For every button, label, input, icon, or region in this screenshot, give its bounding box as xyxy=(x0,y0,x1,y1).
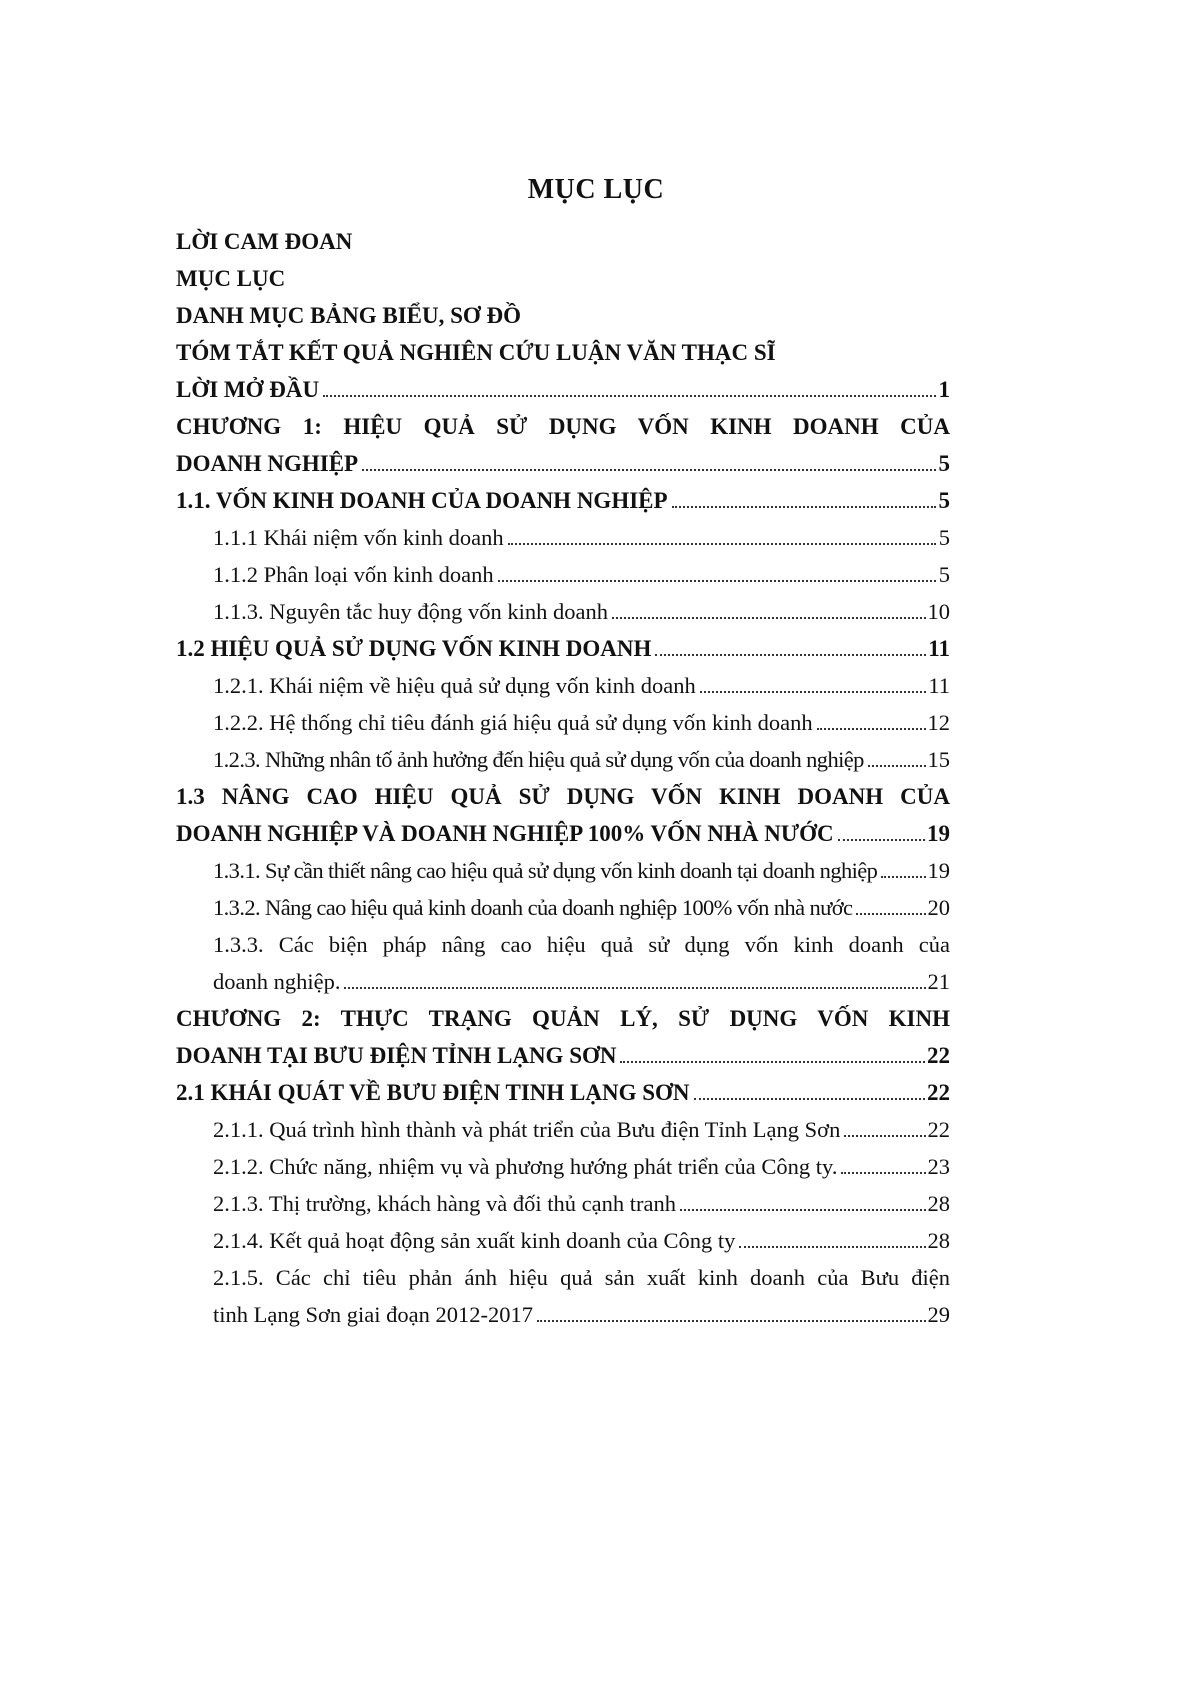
toc-page-number: 22 xyxy=(927,1080,950,1105)
toc-entry-text: LỜI CAM ĐOAN xyxy=(176,229,353,254)
toc-entry-text: 1.3.1. Sự cần thiết nâng cao hiệu quả sử dụng vốn kinh doanh tại doanh nghiệp xyxy=(213,858,878,883)
dot-leader xyxy=(620,1060,925,1063)
toc-entry[interactable] xyxy=(176,368,950,405)
toc-entry[interactable] xyxy=(213,923,950,960)
toc-page-number: 5 xyxy=(938,488,950,513)
dot-leader xyxy=(868,764,926,767)
toc-page-number: 22 xyxy=(927,1117,950,1142)
dot-leader xyxy=(694,1097,925,1100)
toc-entry[interactable] xyxy=(213,1219,950,1256)
dot-leader xyxy=(344,986,925,989)
dot-leader xyxy=(508,542,936,545)
toc-entry[interactable] xyxy=(213,590,950,627)
toc-entry[interactable] xyxy=(176,257,950,294)
toc-entry-text: DOANH NGHIỆP xyxy=(176,451,359,476)
toc-page-number: 5 xyxy=(938,525,950,550)
toc-entry-text: 2.1.4. Kết quả hoạt động sản xuất kinh doanh của Công ty xyxy=(213,1228,736,1253)
toc-entry[interactable] xyxy=(213,886,950,923)
toc-entry-text: CHƯƠNG 2: THỰC TRẠNG QUẢN LÝ, SỬ DỤNG VỐN KINH xyxy=(176,1006,950,1031)
toc-entry[interactable] xyxy=(176,812,950,849)
toc-entry-text: LỜI MỞ ĐẦU xyxy=(176,377,320,402)
dot-leader xyxy=(672,505,936,508)
toc-page-number: 12 xyxy=(927,710,950,735)
toc-entry-text: 1.1.1 Khái niệm vốn kinh doanh xyxy=(213,525,504,550)
toc-page-number: 28 xyxy=(927,1228,950,1253)
toc-entry-text: 2.1.2. Chức năng, nhiệm vụ và phương hướng phát triển của Công ty. xyxy=(213,1154,838,1179)
dot-leader xyxy=(841,1171,925,1174)
toc-entry[interactable] xyxy=(213,849,950,886)
toc-entry-text: 1.2 HIỆU QUẢ SỬ DỤNG VỐN KINH DOANH xyxy=(176,636,652,661)
toc-page-number: 22 xyxy=(927,1043,950,1068)
toc-entry-text: 2.1.1. Quá trình hình thành và phát triển của Bưu điện Tỉnh Lạng Sơn xyxy=(213,1117,841,1142)
dot-leader xyxy=(739,1245,925,1248)
toc-entry[interactable] xyxy=(176,775,950,812)
toc-entry[interactable] xyxy=(176,627,950,664)
toc-entry-text: doanh nghiệp. xyxy=(213,969,341,994)
toc-page-number: 20 xyxy=(927,895,950,920)
toc-page-number: 11 xyxy=(928,636,950,661)
toc-entry-text: DOANH NGHIỆP VÀ DOANH NGHIỆP 100% VỐN NHÀ NƯỚC xyxy=(176,821,834,846)
toc-entry[interactable] xyxy=(213,1182,950,1219)
dot-leader xyxy=(537,1319,926,1322)
toc-entry[interactable] xyxy=(176,294,950,331)
toc-page-number: 21 xyxy=(927,969,950,994)
toc-page-number: 19 xyxy=(927,821,950,846)
toc-page-number: 10 xyxy=(927,599,950,624)
toc-entry-text: DANH MỤC BẢNG BIỂU, SƠ ĐỒ xyxy=(176,303,522,328)
toc-page-number: 29 xyxy=(927,1302,950,1327)
toc-entry-text: 2.1.5. Các chỉ tiêu phản ánh hiệu quả sản xuất kinh doanh của Bưu điện xyxy=(213,1265,950,1290)
dot-leader xyxy=(323,394,936,397)
dot-leader xyxy=(881,875,925,878)
toc-entry[interactable] xyxy=(176,1071,950,1108)
toc-entry-text: 2.1 KHÁI QUÁT VỀ BƯU ĐIỆN TINH LẠNG SƠN xyxy=(176,1080,690,1105)
toc-page-number: 28 xyxy=(927,1191,950,1216)
toc-entry-text: 1.3.3. Các biện pháp nâng cao hiệu quả sử dụng vốn kinh doanh của xyxy=(213,932,950,957)
toc-page-number: 5 xyxy=(938,451,950,476)
toc-entry-text: 2.1.3. Thị trường, khách hàng và đối thủ cạnh tranh xyxy=(213,1191,676,1216)
toc-entry[interactable] xyxy=(213,1145,950,1182)
dot-leader xyxy=(856,912,925,915)
toc-entry[interactable] xyxy=(176,997,950,1034)
dot-leader xyxy=(817,727,926,730)
toc-page-number: 23 xyxy=(927,1154,950,1179)
toc-page-number: 11 xyxy=(928,673,950,698)
toc-entry-text: tinh Lạng Sơn giai đoạn 2012-2017 xyxy=(213,1302,533,1327)
toc-entry-text: MỤC LỤC xyxy=(176,266,286,291)
dot-leader xyxy=(655,653,926,656)
toc-entry[interactable] xyxy=(176,1034,950,1071)
toc-entry-text: DOANH TẠI BƯU ĐIỆN TỈNH LẠNG SƠN xyxy=(176,1043,617,1068)
toc-entry[interactable] xyxy=(213,516,950,553)
dot-leader xyxy=(844,1134,925,1137)
toc-entry-text: CHƯƠNG 1: HIỆU QUẢ SỬ DỤNG VỐN KINH DOANH CỦA xyxy=(176,414,950,439)
toc-entry[interactable] xyxy=(213,1293,950,1330)
dot-leader xyxy=(838,838,925,841)
toc-entry[interactable] xyxy=(213,553,950,590)
toc-entry[interactable] xyxy=(213,664,950,701)
dot-leader xyxy=(362,468,936,471)
toc-entry[interactable] xyxy=(213,701,950,738)
dot-leader xyxy=(680,1208,926,1211)
toc-entry-text: 1.1.2 Phân loại vốn kinh doanh xyxy=(213,562,494,587)
toc-entry-text: 1.2.2. Hệ thống chỉ tiêu đánh giá hiệu quả sử dụng vốn kinh doanh xyxy=(213,710,813,735)
toc-entry-text: 1.1.3. Nguyên tắc huy động vốn kinh doanh xyxy=(213,599,608,624)
toc-page-number: 15 xyxy=(927,747,950,772)
toc-page-number: 19 xyxy=(927,858,950,883)
toc-entry-text: TÓM TẮT KẾT QUẢ NGHIÊN CỨU LUẬN VĂN THẠC SĨ xyxy=(176,340,776,365)
toc-page-number: 1 xyxy=(938,377,950,402)
toc-entry-text: 1.3.2. Nâng cao hiệu quả kinh doanh của doanh nghiệp 100% vốn nhà nước xyxy=(213,895,853,920)
toc-entry-text: 1.2.1. Khái niệm về hiệu quả sử dụng vốn kinh doanh xyxy=(213,673,696,698)
toc-entry[interactable] xyxy=(176,442,950,479)
toc-entry-text: 1.1. VỐN KINH DOANH CỦA DOANH NGHIỆP xyxy=(176,488,668,513)
toc-entry-text: 1.2.3. Những nhân tố ảnh hưởng đến hiệu quả sử dụng vốn của doanh nghiệp xyxy=(213,747,864,772)
toc-entry[interactable] xyxy=(213,738,950,775)
dot-leader xyxy=(700,690,927,693)
dot-leader xyxy=(612,616,926,619)
toc-entry-text: 1.3 NÂNG CAO HIỆU QUẢ SỬ DỤNG VỐN KINH DOANH CỦA xyxy=(176,784,950,809)
toc-page-number: 5 xyxy=(938,562,950,587)
toc-entry[interactable] xyxy=(176,479,950,516)
toc-entry[interactable] xyxy=(176,405,950,442)
toc-entry[interactable] xyxy=(176,220,950,257)
toc-entry[interactable] xyxy=(213,1256,950,1293)
dot-leader xyxy=(498,579,936,582)
toc-entry[interactable] xyxy=(213,960,950,997)
toc-entry[interactable] xyxy=(176,331,950,368)
page-title: MỤC LỤC xyxy=(527,174,665,205)
toc-entry[interactable] xyxy=(213,1108,950,1145)
